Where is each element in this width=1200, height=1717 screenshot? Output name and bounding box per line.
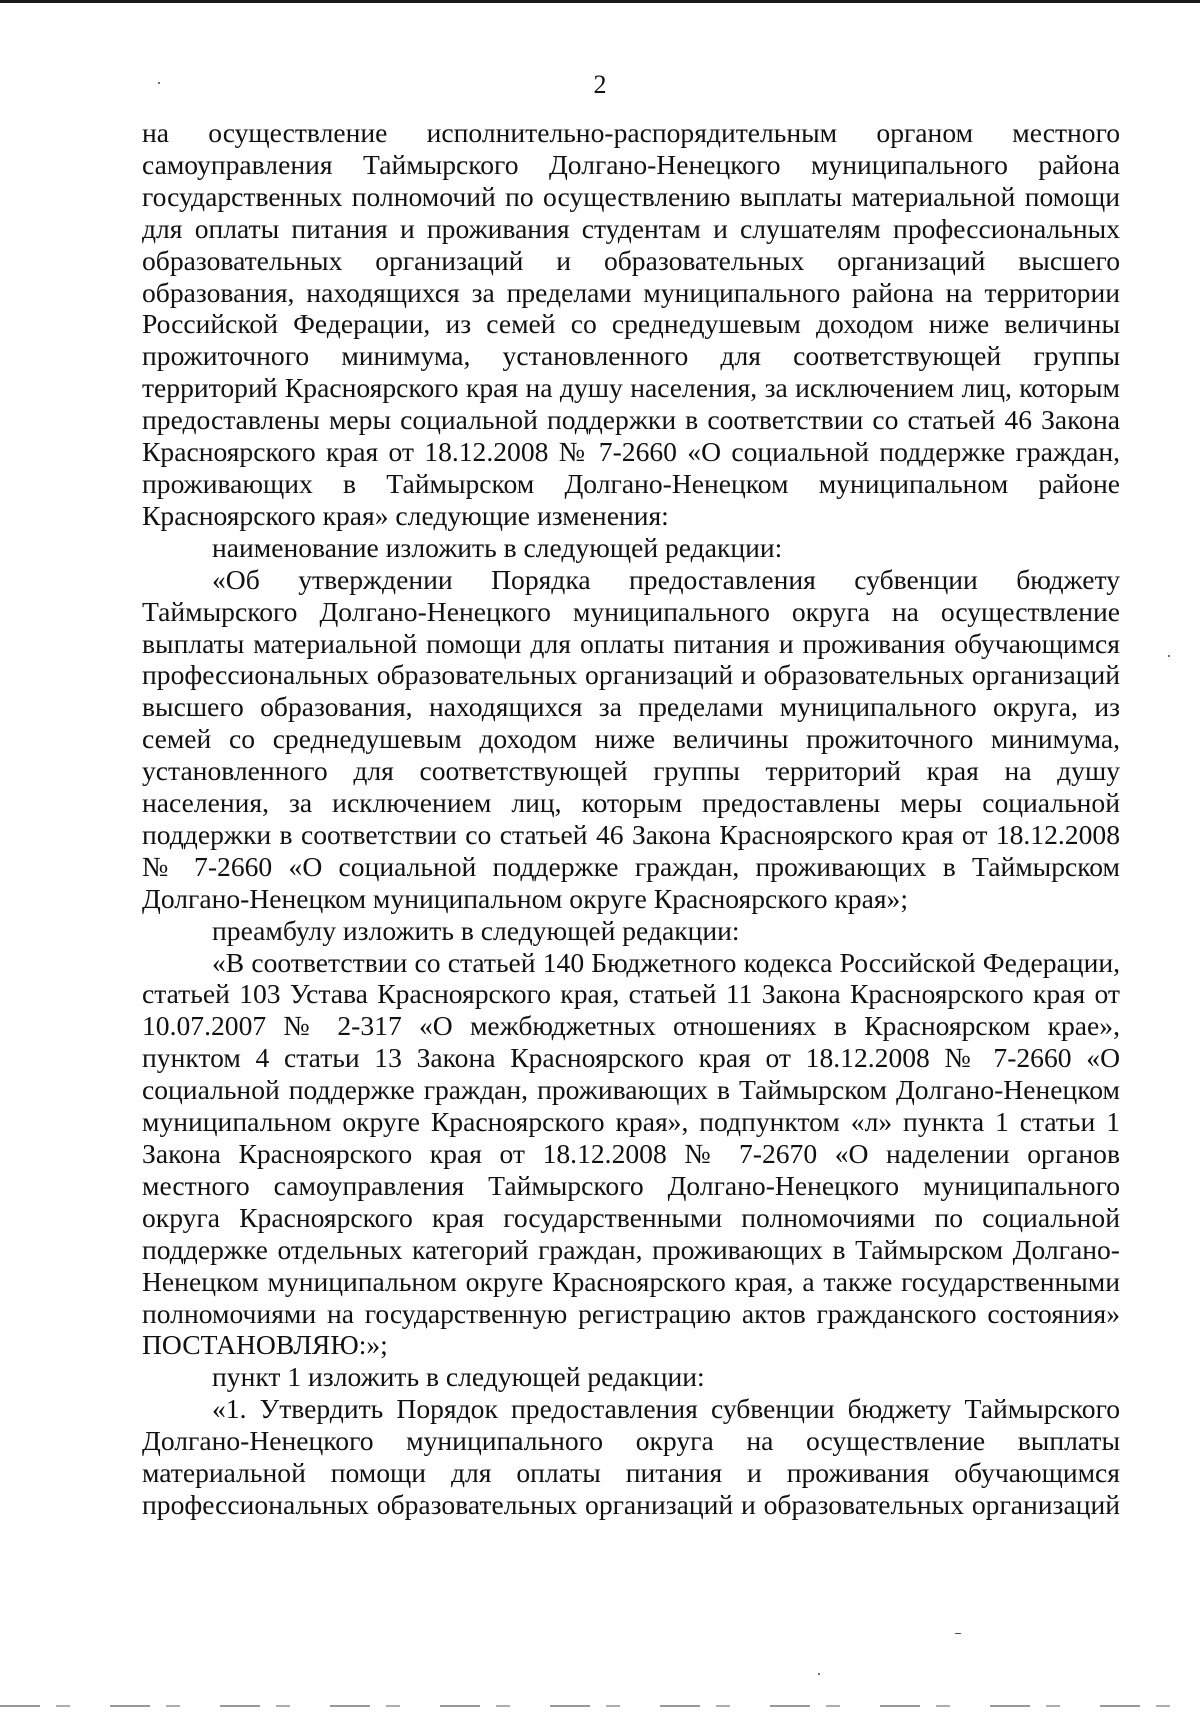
paragraph-new-preamble: «В соответствии со статьей 140 Бюджетного кодекса Российской Федерации, статьей 103 Устава Красноярского края, статьей 11 Закона Красноярского края от 10.07.2007 № 2-317 «О межбюджетных отношениях в Красноярском крае», пунктом 4 статьи 13 Закона Красноярского края от 18.12.2008 № 7-2660 «О социальной поддержке граждан, проживающих в Таймырском Долгано-Ненецком муниципальном округе Красноярского края», подпунктом «л» пункта 1 статьи 1 Закона Красноярского края от 18.12.2008 № 7-2670 «О наделении органов местного самоуправления Таймырского Долгано-Ненецкого муниципального округа Красноярского края государственными полномочиями по социальной поддержке отдельных категорий граждан, проживающих в Таймырском Долгано-Ненецком муниципальном округе Красноярского края, а также государственными полномочиями на государственную регистрацию актов гражданского состояния» ПОСТАНОВЛЯЮ:»; xyxy=(142,946,1120,1361)
page-bottom-edge xyxy=(0,1705,1200,1707)
scan-speck xyxy=(1168,655,1170,657)
paragraph-amendment-subject: на осуществление исполнительно-распорядительным органом местного самоуправления Таймырского Долгано-Ненецкого муниципального района государственных полномочий по осуществлению выплаты материальной помощи для оплаты питания и проживания студентам и слушателям профессиональных образовательных организаций и образовательных организаций высшего образования, находящихся за пределами муниципального района на территории Российской Федерации, из семей со среднедушевым доходом ниже величины прожиточного минимума, установленного для соответствующей группы территорий Красноярского края на душу населения, за исключением лиц, которым предоставлены меры социальной поддержки в соответствии со статьей 46 Закона Красноярского края от 18.12.2008 № 7-2660 «О социальной поддержке граждан, проживающих в Таймырском Долгано-Ненецком муниципальном районе Красноярского края» следующие изменения: xyxy=(142,117,1120,531)
paragraph-title-instruction: наименование изложить в следующей редакции: xyxy=(212,531,783,563)
page-top-edge xyxy=(0,0,1200,3)
scan-speck xyxy=(818,1673,820,1675)
paragraph-new-title: «Об утверждении Порядка предоставления субвенции бюджету Таймырского Долгано-Ненецкого муниципального округа на осуществление выплаты материальной помощи для оплаты питания и проживания обучающимся профессиональных образовательных организаций и образовательных организаций высшего образования, находящихся за пределами муниципального округа, из семей со среднедушевым доходом ниже величины прожиточного минимума, установленного для соответствующей группы территорий края на душу населения, за исключением лиц, которым предоставлены меры социальной поддержки в соответствии со статьей 46 Закона Красноярского края от 18.12.2008 № 7-2660 «О социальной поддержке граждан, проживающих в Таймырском Долгано-Ненецком муниципальном округе Красноярского края»; xyxy=(142,563,1120,914)
page-number: 2 xyxy=(593,70,607,99)
paragraph-item1-instruction: пункт 1 изложить в следующей редакции: xyxy=(212,1361,705,1393)
scan-speck xyxy=(158,82,160,84)
paragraph-new-item1: «1. Утвердить Порядок предоставления субвенции бюджету Таймырского Долгано-Ненецкого муниципального округа на осуществление выплаты материальной помощи для оплаты питания и проживания обучающимся профессиональных образовательных организаций и образовательных организаций xyxy=(142,1393,1120,1520)
document-body xyxy=(142,117,1120,1521)
paragraph-preamble-instruction: преамбулу изложить в следующей редакции: xyxy=(212,914,740,946)
scan-speck xyxy=(955,1633,961,1634)
